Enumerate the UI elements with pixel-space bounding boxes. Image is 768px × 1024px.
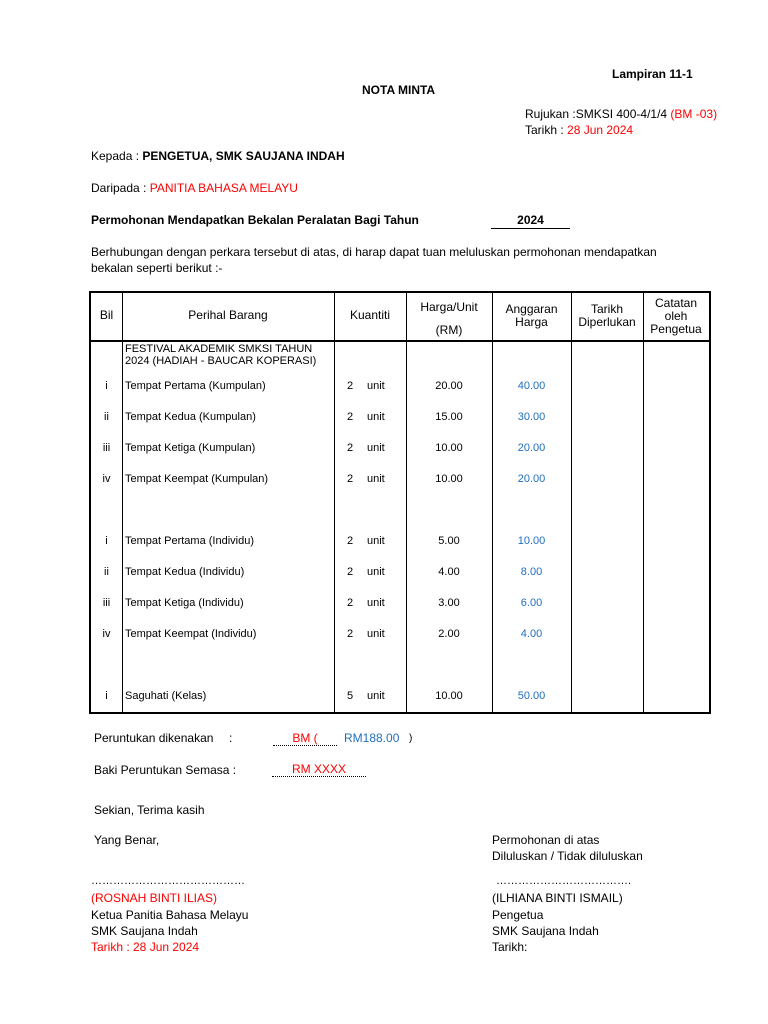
row-item: Tempat Kedua (Kumpulan) [125, 411, 256, 423]
subject-year: 2024 [491, 213, 570, 229]
row-total: 4.00 [520, 628, 543, 640]
left-signature-date: Tarikh : 28 Jun 2024 [91, 940, 200, 954]
row-bil: iv [102, 628, 111, 640]
row-item: Tempat Kedua (Individu) [125, 566, 245, 578]
row-item: Tempat Keempat (Kumpulan) [125, 473, 269, 485]
row-total: 20.00 [517, 442, 546, 454]
approval-line1: Permohonan di atas [492, 833, 600, 847]
baki-value: RM XXXX [272, 762, 366, 777]
tarikh-line [525, 123, 633, 137]
subject-text: Permohonan Mendapatkan Bekalan Peralatan Bagi Tahun [91, 213, 419, 227]
left-signature-dots: …………………………………… [91, 875, 245, 887]
header-divider [91, 340, 709, 342]
row-bil: i [105, 380, 108, 392]
row-quantity: 2 [347, 566, 354, 578]
row-bil: ii [104, 566, 109, 578]
row-unit: unit [367, 535, 385, 547]
tarikh-label: Tarikh : [525, 123, 568, 137]
col-divider [643, 293, 644, 712]
section-title-line1: FESTIVAL AKADEMIK SMKSI TAHUN [125, 343, 313, 355]
header-bil: Bil [99, 308, 114, 322]
closing-yang-benar: Yang Benar, [94, 833, 160, 847]
row-quantity: 2 [347, 628, 354, 640]
row-total: 8.00 [520, 566, 543, 578]
row-price: 10.00 [435, 442, 463, 454]
row-quantity: 5 [347, 690, 354, 702]
request-table [89, 291, 711, 714]
peruntukan-label: Peruntukan dikenakan [94, 731, 214, 745]
rujukan-line [525, 107, 717, 121]
row-total: 10.00 [517, 535, 546, 547]
right-signature-role: Pengetua [492, 908, 544, 922]
intro-line-2: bekalan seperti berikut :- [91, 261, 223, 275]
row-bil: ii [104, 411, 109, 423]
row-unit: unit [367, 690, 385, 702]
section-title-line2: 2024 (HADIAH - BAUCAR KOPERASI) [125, 355, 317, 367]
row-total: 20.00 [517, 473, 546, 485]
kepada-label: Kepada : [91, 149, 143, 163]
row-quantity: 2 [347, 473, 354, 485]
daripada-value: PANITIA BAHASA MELAYU [149, 181, 298, 195]
left-signature-name: (ROSNAH BINTI ILIAS) [91, 891, 218, 905]
intro-line-1: Berhubungan dengan perkara tersebut di atas, di harap dapat tuan meluluskan permohonan mendapatkan [91, 245, 657, 259]
row-unit: unit [367, 628, 385, 640]
header-catatan-line3: Pengetua [650, 322, 702, 336]
row-price: 5.00 [438, 535, 460, 547]
left-signature-role: Ketua Panitia Bahasa Melayu [91, 908, 249, 922]
daripada-label: Daripada : [91, 181, 150, 195]
header-catatan-line1: Catatan [654, 296, 698, 310]
col-divider [492, 293, 493, 712]
right-signature-dots: ………………………………. [496, 875, 632, 887]
row-bil: i [105, 690, 108, 702]
rujukan-code: (BM -03) [670, 107, 718, 121]
peruntukan-code: BM ( [273, 731, 337, 746]
page-title: NOTA MINTA [362, 83, 436, 97]
lampiran-label: Lampiran 11-1 [612, 67, 693, 81]
tarikh-value: 28 Jun 2024 [567, 123, 634, 137]
row-price: 3.00 [438, 597, 460, 609]
row-price: 15.00 [435, 411, 463, 423]
row-price: 10.00 [435, 690, 463, 702]
row-item: Tempat Pertama (Kumpulan) [125, 380, 266, 392]
row-unit: unit [367, 473, 385, 485]
col-divider [406, 293, 407, 712]
header-catatan-line2: oleh [664, 309, 688, 323]
peruntukan-close: ) [409, 733, 413, 744]
row-total: 40.00 [517, 380, 546, 392]
baki-label: Baki Peruntukan Semasa : [94, 763, 237, 777]
col-divider [122, 293, 123, 712]
daripada-line [91, 181, 298, 195]
kepada-line [91, 149, 345, 163]
row-bil: i [105, 535, 108, 547]
row-quantity: 2 [347, 597, 354, 609]
row-bil: iii [102, 442, 111, 454]
peruntukan-amount: RM188.00 [344, 731, 400, 745]
row-price: 4.00 [438, 566, 460, 578]
left-signature-school: SMK Saujana Indah [91, 924, 198, 938]
kepada-value: PENGETUA, SMK SAUJANA INDAH [142, 149, 345, 163]
row-item: Saguhati (Kelas) [125, 690, 207, 702]
row-unit: unit [367, 566, 385, 578]
rujukan-label: Rujukan :SMKSI 400-4/1/4 [525, 107, 671, 121]
row-bil: iv [102, 473, 111, 485]
header-harga-line1: Harga/Unit [420, 300, 478, 314]
header-perihal: Perihal Barang [188, 308, 268, 322]
header-harga-line2: (RM) [435, 323, 463, 337]
right-signature-date: Tarikh: [492, 940, 528, 954]
row-price: 2.00 [438, 628, 460, 640]
row-price: 20.00 [435, 380, 463, 392]
row-unit: unit [367, 442, 385, 454]
row-total: 50.00 [517, 690, 546, 702]
row-unit: unit [367, 597, 385, 609]
col-divider [571, 293, 572, 712]
header-anggaran-line2: Harga [515, 315, 548, 329]
row-item: Tempat Keempat (Individu) [125, 628, 257, 640]
header-kuantiti: Kuantiti [349, 308, 391, 322]
right-signature-name: (ILHIANA BINTI ISMAIL) [492, 891, 623, 905]
row-quantity: 2 [347, 411, 354, 423]
row-unit: unit [367, 380, 385, 392]
header-tarikh-line2: Diperlukan [578, 315, 636, 329]
row-item: Tempat Ketiga (Individu) [125, 597, 244, 609]
peruntukan-colon: : [229, 731, 233, 745]
row-item: Tempat Ketiga (Kumpulan) [125, 442, 256, 454]
header-tarikh-line1: Tarikh [590, 302, 623, 316]
row-price: 10.00 [435, 473, 463, 485]
row-bil: iii [102, 597, 111, 609]
closing-sekian: Sekian, Terima kasih [94, 803, 205, 817]
row-quantity: 2 [347, 380, 354, 392]
row-item: Tempat Pertama (Individu) [125, 535, 254, 547]
col-divider [334, 293, 335, 712]
row-quantity: 2 [347, 442, 354, 454]
right-signature-school: SMK Saujana Indah [492, 924, 599, 938]
row-total: 6.00 [520, 597, 543, 609]
row-unit: unit [367, 411, 385, 423]
header-anggaran-line1: Anggaran [505, 302, 558, 316]
row-quantity: 2 [347, 535, 354, 547]
row-total: 30.00 [517, 411, 546, 423]
approval-line2: Diluluskan / Tidak diluluskan [492, 849, 643, 863]
